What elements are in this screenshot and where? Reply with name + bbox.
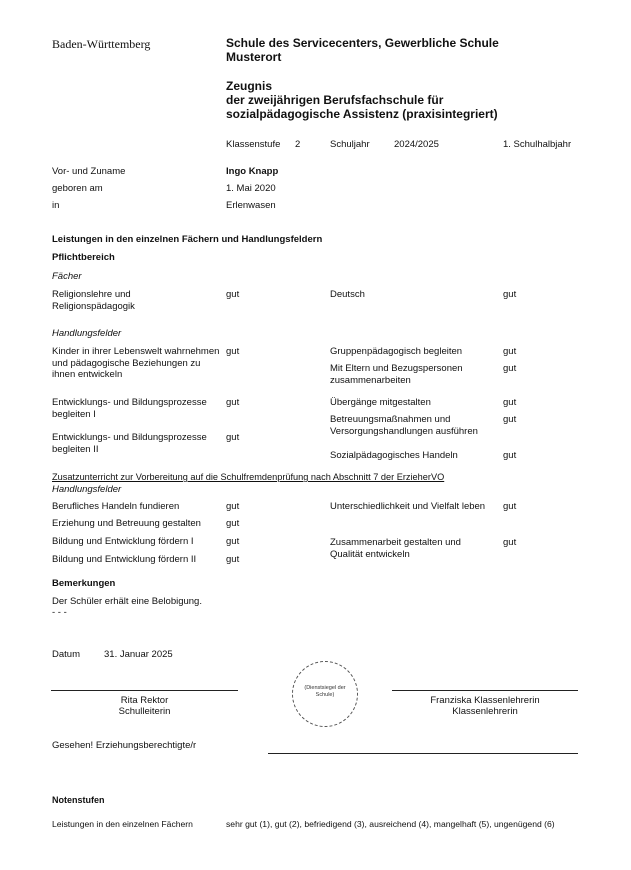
- birthplace-value: Erlenwasen: [226, 200, 276, 211]
- name-value: Ingo Knapp: [226, 166, 279, 177]
- birthplace-label: in: [52, 200, 60, 211]
- hf-right-3-grade: gut: [503, 397, 517, 408]
- hf-right-5: Sozialpädagogisches Handeln: [330, 450, 458, 461]
- hf-left-1-grade: gut: [226, 346, 240, 357]
- signature-line-right: [392, 690, 578, 691]
- schuljahr-value: 2024/2025: [394, 139, 439, 150]
- hf-right-1: Gruppenpädagogisch begleiten: [330, 346, 463, 357]
- pflichtbereich-heading: Pflichtbereich: [52, 252, 115, 263]
- klassenstufe-value: 2: [295, 139, 301, 150]
- hf-right-4: Betreuungsmaßnahmen und Versorgungshandlungen ausführen: [330, 414, 478, 437]
- state-name: Baden-Württemberg: [52, 37, 151, 51]
- handlungsfelder-heading: Handlungsfelder: [52, 328, 122, 339]
- zusatz-right-1-grade: gut: [503, 501, 517, 512]
- faecher-heading: Fächer: [52, 271, 82, 282]
- notenstufen-label: Leistungen in den einzelnen Fächern: [52, 819, 193, 829]
- name-label: Vor- und Zuname: [52, 166, 126, 177]
- zusatz-handlungsfelder-heading: Handlungsfelder: [52, 484, 122, 495]
- section-title: Leistungen in den einzelnen Fächern und Handlungsfeldern: [52, 234, 323, 245]
- subject-religion: Religionslehre und Religionspädagogik: [52, 289, 135, 312]
- born-value: 1. Mai 2020: [226, 183, 276, 194]
- zusatz-left-4-grade: gut: [226, 554, 240, 565]
- hf-right-1-grade: gut: [503, 346, 517, 357]
- born-label: geboren am: [52, 183, 103, 194]
- zusatz-heading: Zusatzunterricht zur Vorbereitung auf die Schulfremdenprüfung nach Abschnitt 7 der ErzieherVO: [52, 472, 445, 482]
- hf-left-1: Kinder in ihrer Lebenswelt wahrnehmen und pädagogische Beziehungen zu ihnen entwickeln: [52, 346, 220, 380]
- zusatz-left-2: Erziehung und Betreuung gestalten: [52, 518, 201, 529]
- zusatz-right-2: Zusammenarbeit gestalten und Qualität entwickeln: [330, 537, 461, 560]
- hf-left-3: Entwicklungs- und Bildungsprozesse begleiten II: [52, 432, 207, 455]
- schuljahr-label: Schuljahr: [330, 139, 370, 150]
- hf-right-2: Mit Eltern und Bezugspersonen zusammenarbeiten: [330, 363, 463, 386]
- seal-circle: [292, 661, 358, 727]
- document-title: Zeugnis: [226, 79, 273, 93]
- signature-left-name: Rita Rektor: [120, 695, 169, 706]
- signature-left-role: Schulleiterin: [118, 706, 171, 717]
- date-label: Datum: [52, 649, 80, 660]
- school-name-line1: Schule des Servicecenters, Gewerbliche Schule: [226, 36, 499, 50]
- zusatz-right-2-grade: gut: [503, 537, 517, 548]
- document-subtitle-line1: der zweijährigen Berufsfachschule für: [226, 93, 444, 107]
- guardian-label: Gesehen! Erziehungsberechtigte/r: [52, 740, 197, 751]
- hf-left-3-grade: gut: [226, 432, 240, 443]
- zusatz-left-3: Bildung und Entwicklung fördern I: [52, 536, 194, 547]
- remarks-heading: Bemerkungen: [52, 578, 116, 589]
- zusatz-left-4: Bildung und Entwicklung fördern II: [52, 554, 197, 565]
- school-name-line2: Musterort: [226, 50, 282, 64]
- notenstufen-scale: sehr gut (1), gut (2), befriedigend (3), ausreichend (4), mangelhaft (5), ungenügend (6): [226, 819, 555, 829]
- zusatz-left-2-grade: gut: [226, 518, 240, 529]
- zusatz-left-3-grade: gut: [226, 536, 240, 547]
- hf-right-5-grade: gut: [503, 450, 517, 461]
- hf-left-2-grade: gut: [226, 397, 240, 408]
- signature-right-name: Franziska Klassenlehrerin: [430, 695, 540, 706]
- seal-text: (Dienstsiegel der Schule): [304, 685, 346, 698]
- notenstufen-heading: Notenstufen: [52, 795, 105, 805]
- signature-right-role: Klassenlehrerin: [452, 706, 518, 717]
- halbjahr: 1. Schulhalbjahr: [503, 139, 572, 150]
- grade-religion: gut: [226, 289, 240, 300]
- remarks-dashes: - - -: [52, 607, 67, 618]
- hf-right-3: Übergänge mitgestalten: [330, 397, 431, 408]
- guardian-signature-line: [268, 753, 578, 754]
- remarks-text: Der Schüler erhält eine Belobigung.: [52, 596, 202, 607]
- zusatz-left-1: Berufliches Handeln fundieren: [52, 501, 180, 512]
- grade-deutsch: gut: [503, 289, 517, 300]
- hf-right-4-grade: gut: [503, 414, 517, 425]
- document-subtitle-line2: sozialpädagogische Assistenz (praxisintegriert): [226, 107, 498, 121]
- klassenstufe-label: Klassenstufe: [226, 139, 281, 150]
- hf-left-2: Entwicklungs- und Bildungsprozesse begleiten I: [52, 397, 207, 420]
- signature-line-left: [51, 690, 238, 691]
- hf-right-2-grade: gut: [503, 363, 517, 374]
- zusatz-right-1: Unterschiedlichkeit und Vielfalt leben: [330, 501, 486, 512]
- subject-deutsch: Deutsch: [330, 289, 365, 300]
- date-value: 31. Januar 2025: [104, 649, 173, 660]
- zusatz-left-1-grade: gut: [226, 501, 240, 512]
